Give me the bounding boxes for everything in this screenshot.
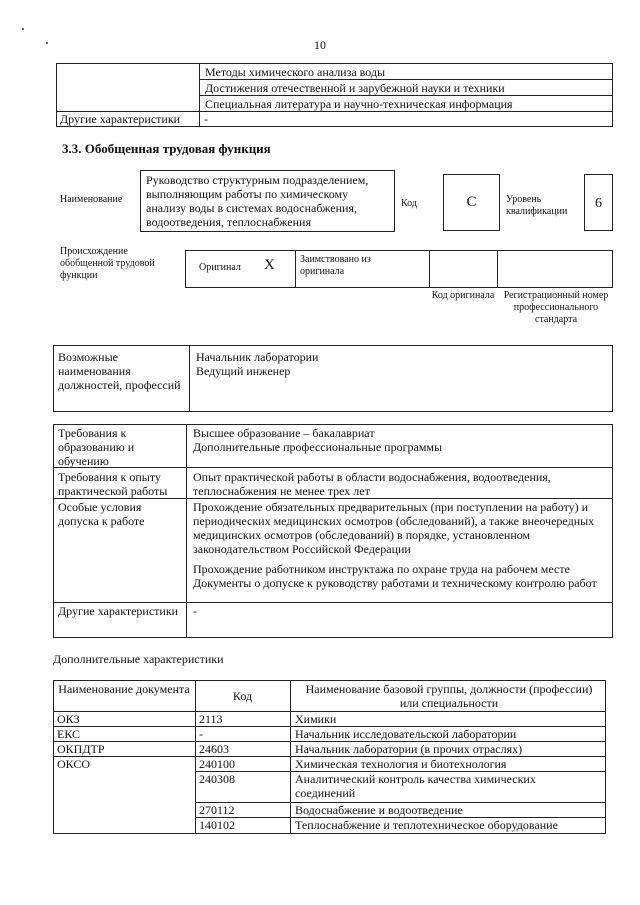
table-cell-name: Теплоснабжение и теплотехническое оборудование (295, 818, 558, 832)
level-value: 6 (595, 196, 602, 211)
table-cell-doc: ОКЗ (57, 712, 80, 726)
other-characteristics-label: Другие характеристики (60, 112, 181, 126)
name-label: Наименование (60, 194, 123, 205)
table-cell-name: Химики (295, 712, 337, 726)
experience-label: Требования к опыту практической работы (58, 470, 168, 498)
scan-speck (46, 42, 48, 44)
positions-label: Возможные наименования должностей, профессий (58, 350, 181, 392)
position-item: Начальник лаборатории (196, 350, 319, 364)
special-condition-item: Документы о допуске к руководству работами и техническому контролю работ (193, 576, 597, 590)
code-label: Код (401, 198, 417, 209)
table-cell-doc: ОКСО (57, 757, 91, 771)
table-cell-code: 240100 (199, 757, 235, 771)
table-cell-doc: ОКПДТР (57, 742, 105, 756)
experience-value: Опыт практической работы в области водоснабжения, водоотведения, теплоснабжения не менее трех лет (193, 470, 551, 498)
additional-title: Дополнительные характеристики (53, 652, 224, 666)
reg-number-label: Регистрационный номер профессионального стандарта (503, 290, 609, 325)
table-cell-name: Аналитический контроль качества химических соединений (295, 772, 536, 800)
original-checkbox-mark: X (264, 257, 275, 273)
top-table-row: Методы химического анализа воды (205, 65, 386, 79)
scan-speck (22, 28, 24, 30)
table-cell-code: 140102 (199, 818, 235, 832)
requirements-other-value: - (193, 604, 197, 618)
other-characteristics-value: - (204, 112, 208, 126)
table-header: Код (232, 689, 253, 703)
education-label: Требования к образованию и обучению (58, 426, 135, 468)
page-number: 10 (314, 38, 326, 52)
original-label: Оригинал (199, 262, 241, 273)
special-condition-item: Прохождение обязательных предварительных (при поступлении на работу) и периодических медицинских осмотров (обследований), а также внеочередных медицинских осмотров (обследований) в порядке, установленном законодательством Российской Федерации (193, 500, 595, 556)
code-value: C (466, 194, 477, 210)
top-table-row: Достижения отечественной и зарубежной науки и техники (205, 81, 505, 95)
level-label: Уровень квалификации (506, 194, 568, 217)
requirements-other-label: Другие характеристики (58, 604, 179, 618)
special-condition-item: Прохождение работником инструктажа по охране труда на рабочем месте (193, 562, 570, 576)
table-header: Наименование базовой группы, должности (профессии) или специальности (305, 682, 593, 710)
table-cell-name: Начальник лаборатории (в прочих отраслях) (295, 742, 523, 756)
code-original-label: Код оригинала (431, 290, 495, 301)
table-cell-doc: ЕКС (57, 727, 81, 741)
table-cell-code: 24603 (199, 742, 229, 756)
origin-label: Происхождение обобщенной трудовой функции (60, 246, 155, 281)
special-conditions-label: Особые условия допуска к работе (58, 500, 145, 528)
section-title: 3.3. Обобщенная трудовая функция (62, 141, 271, 156)
table-cell-name: Водоснабжение и водоотведение (295, 803, 463, 817)
table-cell-name: Начальник исследовательской лаборатории (295, 727, 517, 741)
table-header: Наименование документа (58, 682, 190, 696)
table-cell-code: 2113 (199, 712, 223, 726)
table-cell-code: - (199, 727, 203, 741)
table-cell-code: 270112 (199, 803, 235, 817)
table-cell-code: 240308 (199, 772, 235, 786)
borrowed-label: Заимствовано из оригинала (300, 254, 371, 277)
function-name: Руководство структурным подразделением, выполняющим работы по химическому анализу воды в системах водоснабжения, водоотведения, теплоснабжения (146, 173, 369, 229)
position-item: Ведущий инженер (196, 364, 291, 378)
education-item: Высшее образование – бакалавриат (193, 426, 375, 440)
top-table-row: Специальная литература и научно-техническая информация (205, 97, 513, 111)
table-cell-name: Химическая технология и биотехнология (295, 757, 507, 771)
education-item: Дополнительные профессиональные программы (193, 440, 443, 454)
